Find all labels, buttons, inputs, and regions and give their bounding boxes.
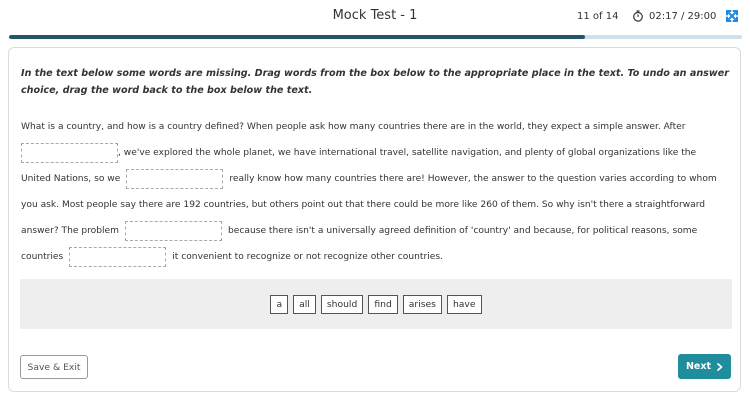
answer-blank-2[interactable] xyxy=(126,169,223,189)
question-counter: 11 of 14 xyxy=(577,11,619,22)
answer-blank-4[interactable] xyxy=(69,247,166,267)
word-chip-arises[interactable]: arises xyxy=(403,295,442,314)
passage-text: because there isn't a universally agreed definition of 'country' and because, for political reasons, some xyxy=(228,226,698,236)
save-exit-label: Save & Exit xyxy=(27,361,81,373)
word-chip-should[interactable]: should xyxy=(321,295,363,314)
passage-text: really know how many countries there are! However, the answer to the question varies according to whom xyxy=(229,174,717,184)
expand-icon[interactable] xyxy=(725,9,739,23)
passage-text: , we've explored the whole planet, we have international travel, satellite navigation, and plenty of global organizations like the xyxy=(118,148,697,158)
word-chip-all[interactable]: all xyxy=(293,295,316,314)
question-card xyxy=(8,47,741,392)
answer-blank-3[interactable] xyxy=(125,221,222,241)
progress-bar xyxy=(9,35,742,39)
passage xyxy=(21,114,733,270)
passage-line xyxy=(21,140,733,166)
passage-text: you ask. Most people say there are 192 countries, but others point out that there could be more like 260 of them. So why isn't there a straightforward xyxy=(21,200,706,210)
passage-text: United Nations, so we xyxy=(21,174,121,184)
header-bar xyxy=(0,0,750,34)
next-button[interactable] xyxy=(678,354,731,379)
passage-line xyxy=(21,192,733,218)
passage-text: What is a country, and how is a country defined? When people ask how many countries there are in the world, they expect a simple answer. After xyxy=(21,122,686,132)
instructions: In the text below some words are missing. Drag words from the box below to the appropriate place in the text. To undo an answer choice, drag the word back to the box below the text. xyxy=(21,68,729,96)
passage-text: it convenient to recognize or not recognize other countries. xyxy=(172,252,443,262)
word-chip-find[interactable]: find xyxy=(368,295,397,314)
passage-text: answer? The problem xyxy=(21,226,119,236)
word-bank xyxy=(20,279,732,329)
word-chip-have[interactable]: have xyxy=(447,295,482,314)
chevron-right-icon xyxy=(717,363,723,371)
answer-blank-1[interactable] xyxy=(21,143,118,163)
next-label: Next xyxy=(685,361,712,372)
passage-line xyxy=(21,244,733,270)
page-title: Mock Test - 1 xyxy=(332,8,418,23)
stopwatch-icon xyxy=(632,10,644,22)
timer: 02:17 / 29:00 xyxy=(649,11,717,22)
passage-line xyxy=(21,114,733,140)
progress-bar-fill xyxy=(9,35,585,39)
word-chip-a[interactable]: a xyxy=(270,295,288,314)
save-exit-button[interactable] xyxy=(20,355,88,379)
passage-line xyxy=(21,218,733,244)
passage-line xyxy=(21,166,733,192)
passage-text: countries xyxy=(21,252,64,262)
